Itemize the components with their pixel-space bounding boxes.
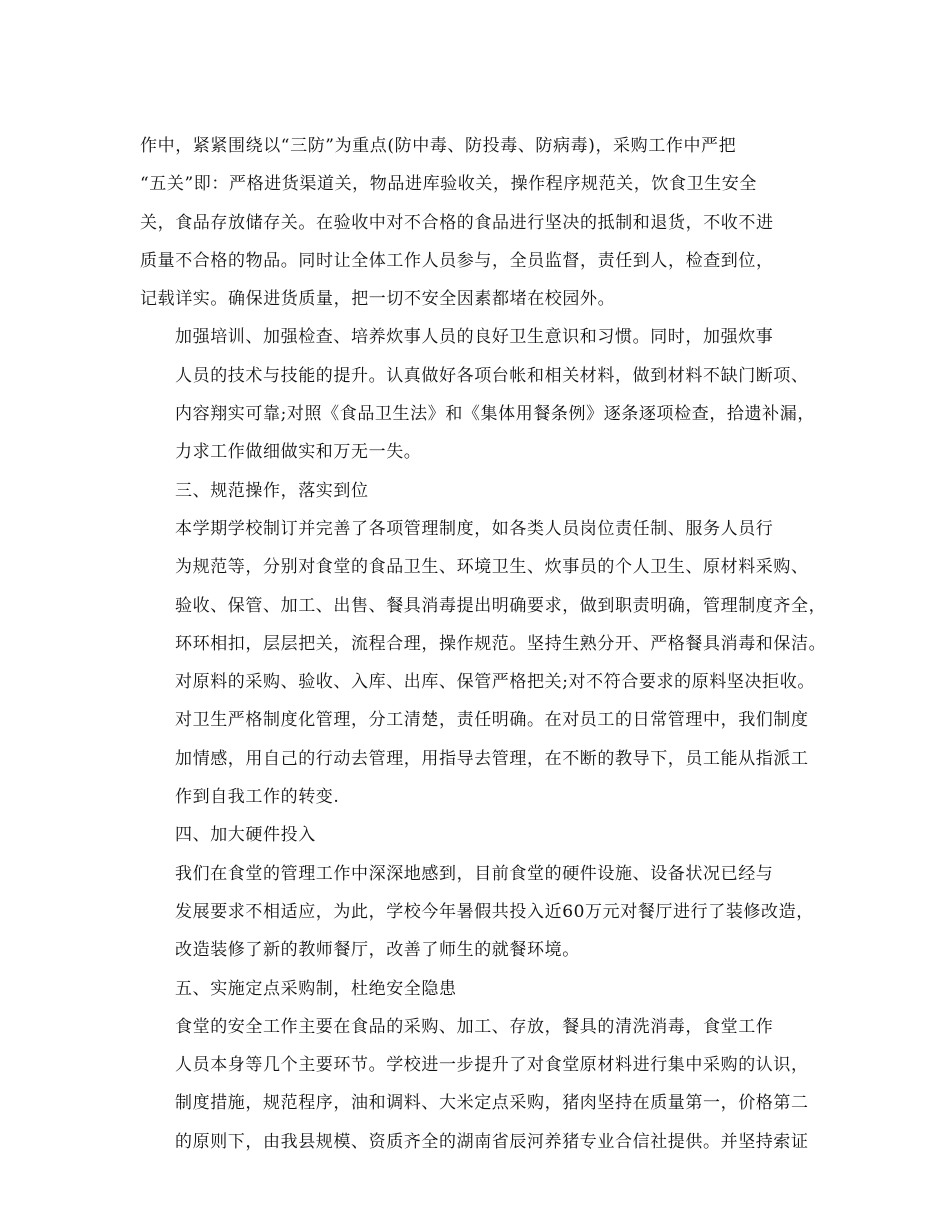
paragraph [140, 510, 827, 816]
text-line: 对原料的采购、验收、入库、出库、保管严格把关;对不符合要求的原料坚决拒收。 [175, 672, 815, 693]
text-line: 加情感，用自己的行动去管理，用指导去管理，在不断的教导下，员工能从指派工 [175, 748, 809, 769]
text-line: 力求工作做细做实和万无一失。 [175, 442, 422, 463]
text-line: 关，食品存放储存关。在验收中对不合格的食品进行坚决的抵制和退货，不收不进 [140, 212, 774, 233]
text-line: 人员的技术与技能的提升。认真做好各项台帐和相关材料，做到材料不缺门断项、 [175, 365, 809, 386]
text-line: 内容翔实可靠;对照《食品卫生法》和《集体用餐条例》逐条逐项检查，拾遗补漏， [175, 404, 815, 425]
text-line: 作中，紧紧围绕以“三防”为重点(防中毒、防投毒、防病毒)，采购工作中严把 [140, 136, 737, 156]
paragraph [140, 318, 820, 471]
text-line: 质量不合格的物品。同时让全体工作人员参与，全员监督，责任到人，检查到位， [140, 250, 774, 271]
paragraph [140, 472, 820, 510]
text-line: 记载详实。确保进货质量，把一切不安全因素都堵在校园外。 [140, 289, 616, 310]
text-line: 发展要求不相适应，为此，学校今年暑假共投入近60万元对餐厅进行了装修改造， [175, 901, 814, 922]
text-line: 改造装修了新的教师餐厅，改善了师生的就餐环境。 [175, 940, 580, 961]
paragraph [140, 816, 820, 854]
text-line: 作到自我工作的转变. [175, 787, 340, 808]
paragraph [140, 1008, 820, 1161]
text-line: 我们在食堂的管理工作中深深地感到，目前食堂的硬件设施、设备状况已经与 [175, 863, 774, 884]
text-line: 验收、保管、加工、出售、餐具消毒提出明确要求，做到职责明确，管理制度齐全， [175, 595, 827, 616]
text-line: 为规范等，分别对食堂的食品卫生、环境卫生、炊事员的个人卫生、原材料采购、 [175, 557, 809, 578]
text-line: 三、规范操作，落实到位 [175, 480, 369, 501]
text-line: 人员本身等几个主要环节。学校进一步提升了对食堂原材料进行集中采购的认识， [175, 1055, 809, 1076]
text-line: 四、加大硬件投入 [175, 825, 316, 846]
text-line: 五、实施定点采购制，杜绝安全隐患 [175, 978, 457, 999]
text-line: 制度措施，规范程序，油和调料、大米定点采购，猪肉坚持在质量第一，价格第二 [175, 1093, 809, 1114]
text-line: “五关”即：严格进货渠道关，物品进库验收关，操作程序规范关，饮食卫生安全 [140, 174, 757, 195]
text-line: 环环相扣，层层把关，流程合理，操作规范。坚持生熟分开、严格餐具消毒和保洁。 [175, 633, 827, 654]
text-line: 对卫生严格制度化管理，分工清楚，责任明确。在对员工的日常管理中，我们制度 [175, 710, 809, 731]
text-line: 加强培训、加强检查、培养炊事人员的良好卫生意识和习惯。同时，加强炊事 [175, 327, 774, 348]
document-body [140, 127, 827, 1161]
text-line: 的原则下，由我县规模、资质齐全的湖南省辰河养猪专业合信社提供。并坚持索证 [175, 1131, 809, 1152]
text-line: 本学期学校制订并完善了各项管理制度，如各类人员岗位责任制、服务人员行 [175, 518, 774, 539]
paragraph [140, 855, 820, 970]
text-line: 食堂的安全工作主要在食品的采购、加工、存放，餐具的清洗消毒，食堂工作 [175, 1016, 774, 1037]
paragraph [140, 970, 820, 1008]
paragraph [140, 127, 820, 318]
